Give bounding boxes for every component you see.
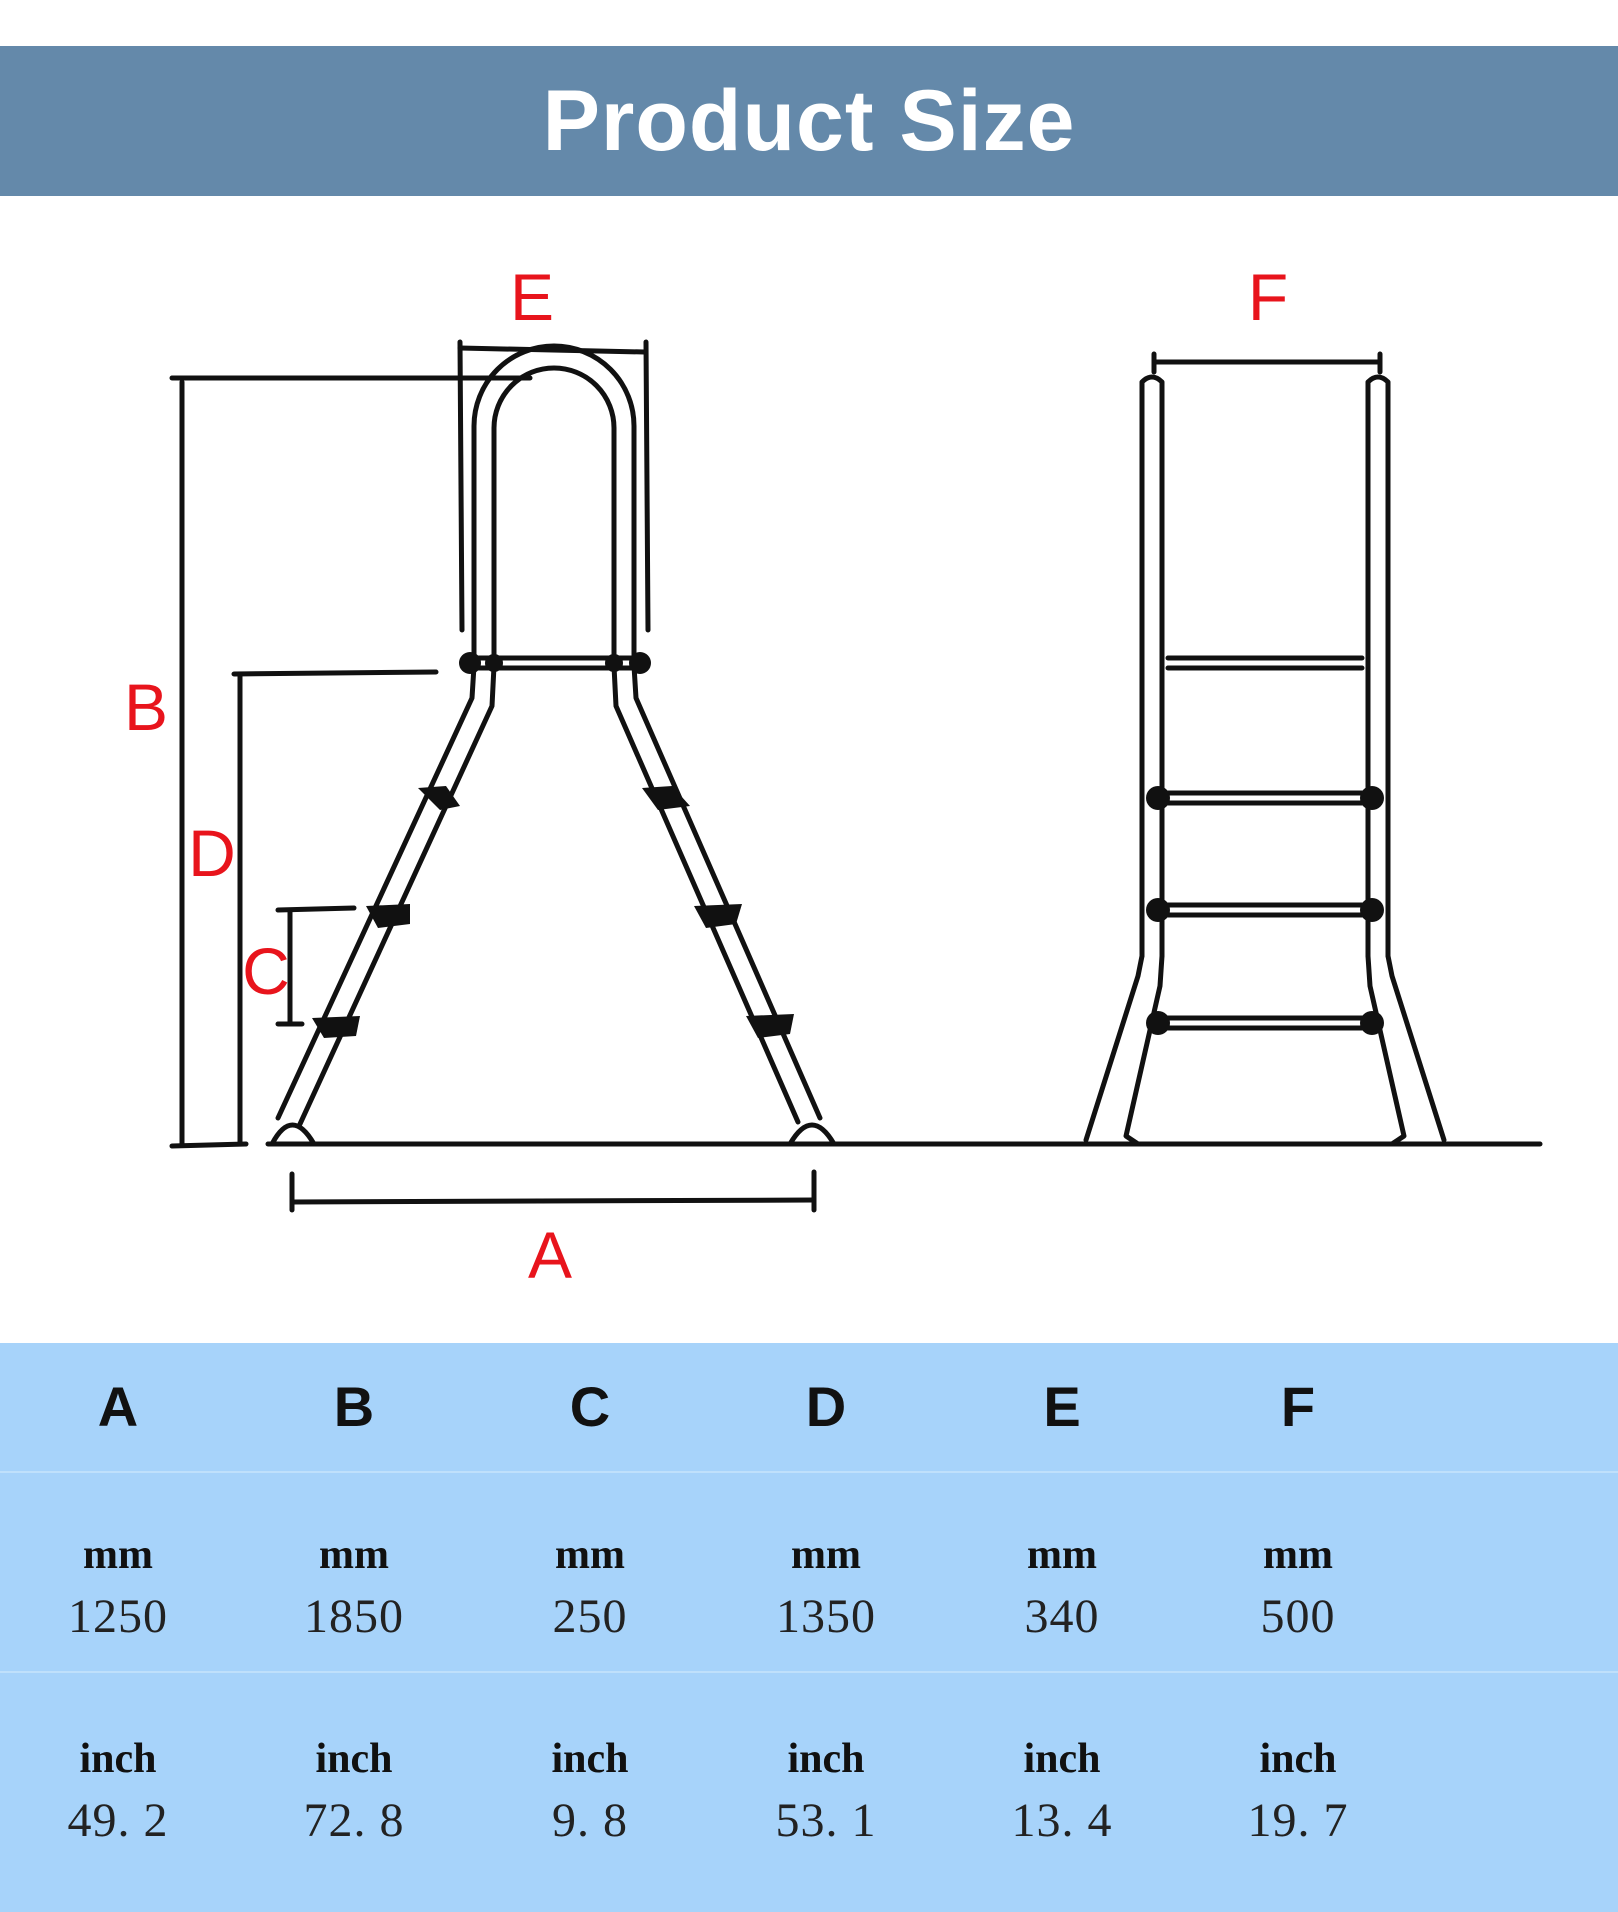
- inch-value-e: 13. 4: [1011, 1794, 1113, 1847]
- inch-unit-label: inch: [1023, 1736, 1101, 1782]
- mm-unit-label: mm: [1027, 1532, 1097, 1578]
- dim-e-bar: [460, 348, 644, 352]
- mm-value-a: 1250: [68, 1590, 168, 1643]
- left-ladder-arch-outer: [474, 346, 634, 666]
- left-ladder-arch-inner: [494, 368, 614, 666]
- label-b: B: [123, 670, 169, 744]
- mm-cell-f: [1180, 1473, 1416, 1671]
- banner: [0, 46, 1618, 196]
- front-ladder-right-rail: [1368, 377, 1388, 956]
- left-foot: [272, 1125, 314, 1144]
- label-a: A: [527, 1218, 573, 1292]
- mm-value-e: 340: [1024, 1590, 1100, 1643]
- mm-cell-a: [0, 1473, 236, 1671]
- mm-cell-e: [944, 1473, 1180, 1671]
- inch-cell-e: [944, 1673, 1180, 1912]
- label-c: C: [242, 934, 290, 1008]
- col-letter-b: B: [333, 1375, 375, 1438]
- mm-row: [0, 1473, 1618, 1673]
- inch-value-d: 53. 1: [775, 1794, 877, 1847]
- inch-value-a: 49. 2: [67, 1794, 169, 1847]
- inch-unit-label: inch: [1259, 1736, 1337, 1782]
- left-ladder-left-leg: [278, 666, 474, 1118]
- inch-value-c: 9. 8: [552, 1794, 628, 1847]
- inch-cell-f: [1180, 1673, 1416, 1912]
- inch-cell-d: [708, 1673, 944, 1912]
- col-letter-f: F: [1280, 1375, 1316, 1438]
- inch-unit-label: inch: [787, 1736, 865, 1782]
- mm-value-b: 1850: [304, 1590, 404, 1643]
- label-d: D: [188, 816, 236, 890]
- label-f: F: [1247, 260, 1289, 334]
- front-ladder-left-rail: [1142, 377, 1162, 956]
- mm-value-d: 1350: [776, 1590, 876, 1643]
- inch-cell-a: [0, 1673, 236, 1912]
- mm-unit-label: mm: [83, 1532, 153, 1578]
- left-ladder-right-leg: [614, 666, 798, 1122]
- mm-unit-label: mm: [555, 1532, 625, 1578]
- mm-cell-b: [236, 1473, 472, 1671]
- mm-unit-label: mm: [791, 1532, 861, 1578]
- dim-a-bar: [292, 1200, 814, 1202]
- col-letter-e: E: [1043, 1375, 1081, 1438]
- inch-unit-label: inch: [551, 1736, 629, 1782]
- size-table: [0, 1343, 1618, 1912]
- inch-value-b: 72. 8: [303, 1794, 405, 1847]
- right-foot: [790, 1125, 834, 1144]
- col-letter-a: A: [97, 1375, 139, 1438]
- inch-value-f: 19. 7: [1247, 1794, 1349, 1847]
- label-e: E: [509, 260, 555, 334]
- inch-unit-label: inch: [79, 1736, 157, 1782]
- inch-row: [0, 1673, 1618, 1912]
- dim-d-bar: [234, 672, 436, 674]
- inch-cell-c: [472, 1673, 708, 1912]
- ladder-diagram: [0, 196, 1618, 1344]
- mm-cell-d: [708, 1473, 944, 1671]
- mm-value-c: 250: [552, 1590, 628, 1643]
- left-step-bracket-2: [366, 904, 410, 928]
- col-letter-c: C: [569, 1375, 611, 1438]
- inch-cell-b: [236, 1673, 472, 1912]
- dimension-letter-row: [0, 1343, 1618, 1473]
- mm-cell-c: [472, 1473, 708, 1671]
- mm-unit-label: mm: [319, 1532, 389, 1578]
- mm-unit-label: mm: [1263, 1532, 1333, 1578]
- page-title: Product Size: [542, 72, 1076, 169]
- inch-unit-label: inch: [315, 1736, 393, 1782]
- mm-value-f: 500: [1260, 1590, 1336, 1643]
- col-letter-d: D: [805, 1375, 847, 1438]
